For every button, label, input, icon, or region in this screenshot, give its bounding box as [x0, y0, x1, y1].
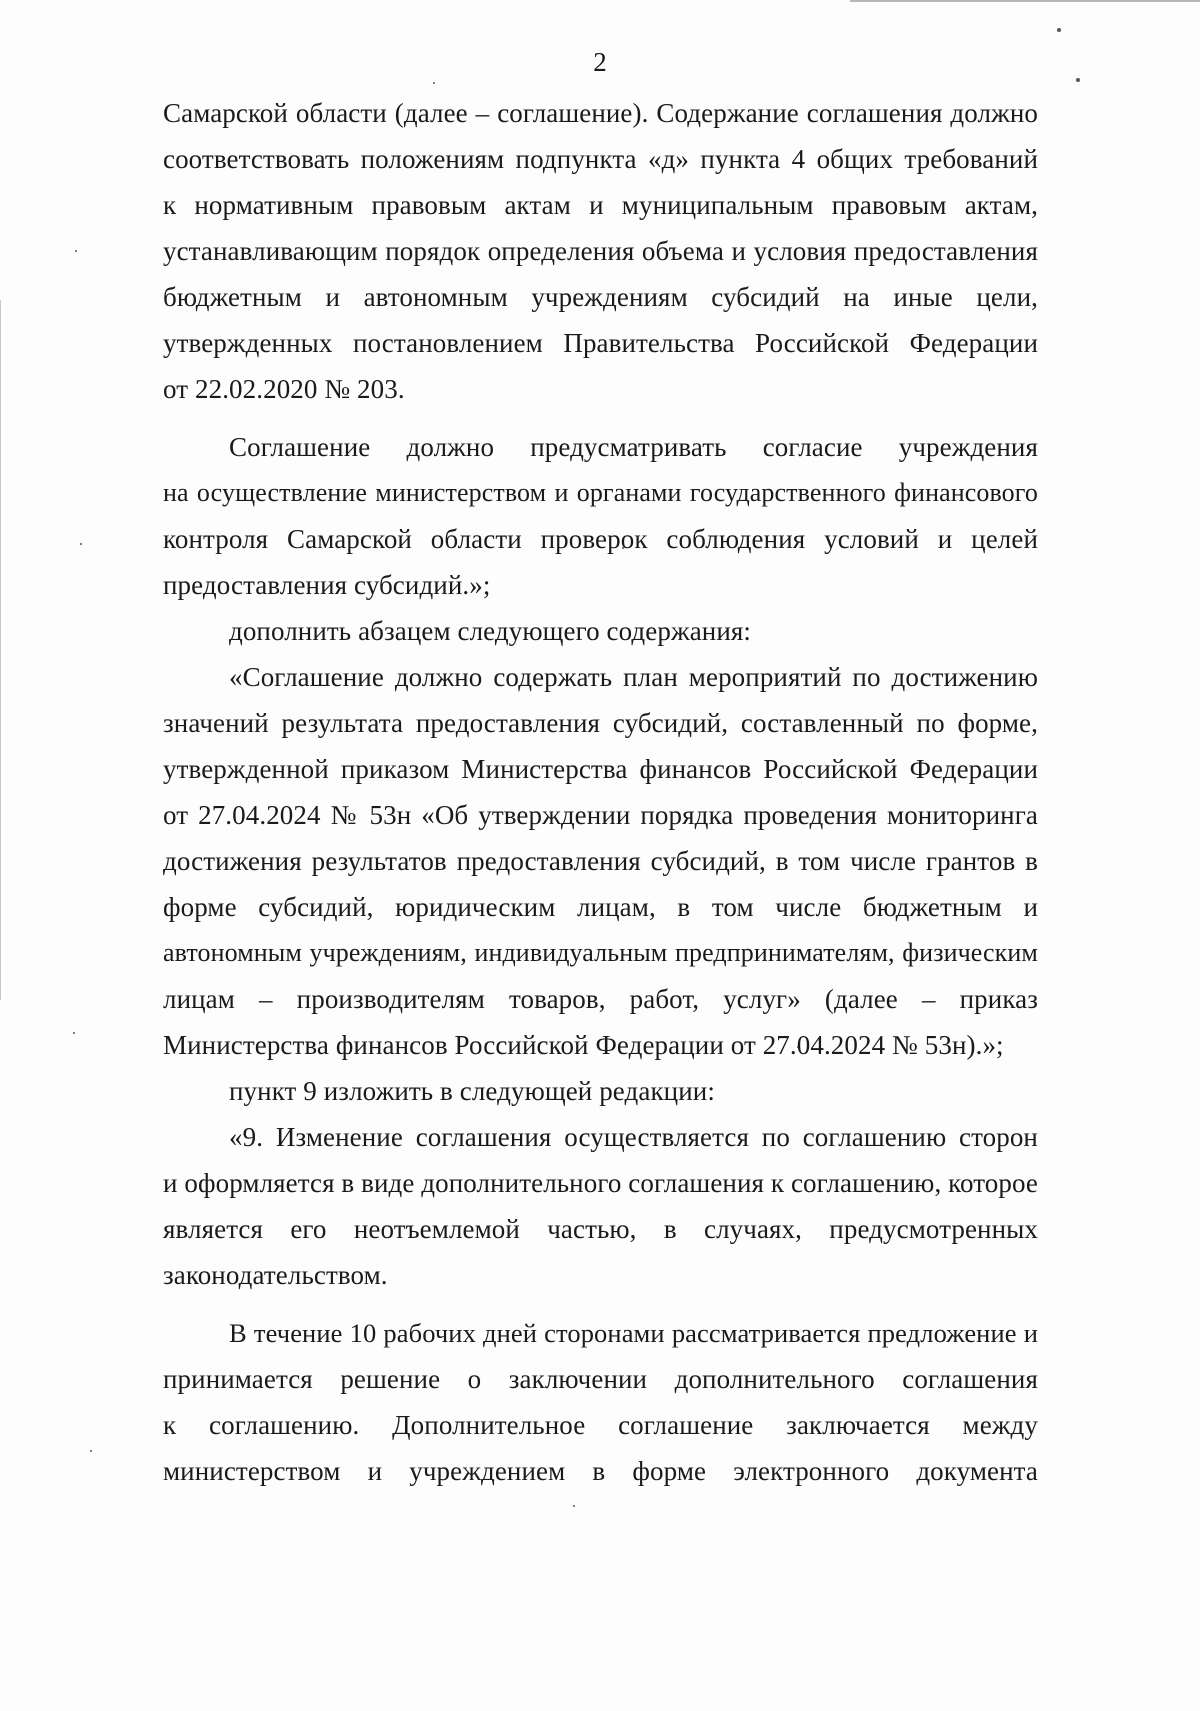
document-body — [163, 90, 1038, 1494]
text-line: бюджетным и автономным учреждениям субсидий на иные цели, — [163, 282, 1038, 312]
scan-top-edge — [850, 0, 1200, 2]
text-line: Министерства финансов Российской Федерации от 27.04.2024 № 53н).»; — [163, 1030, 1004, 1060]
text-line: от 22.02.2020 № 203. — [163, 374, 405, 404]
text-line: утвержденных постановлением Правительства Российской Федерации — [163, 328, 1038, 358]
text-line: предоставления субсидий.»; — [163, 570, 491, 600]
paragraph — [163, 1068, 1038, 1114]
paragraph — [163, 1114, 1038, 1298]
paragraph — [163, 608, 1038, 654]
scan-speck — [1057, 28, 1061, 32]
paragraph — [163, 654, 1038, 1068]
text-line: дополнить абзацем следующего содержания: — [229, 616, 752, 646]
text-line: «9. Изменение соглашения осуществляется по соглашению сторон — [229, 1122, 1038, 1152]
text-line: является его неотъемлемой частью, в случаях, предусмотренных — [163, 1214, 1038, 1244]
scan-speck — [1076, 78, 1080, 82]
scan-speck — [433, 82, 435, 84]
scan-speck — [75, 250, 77, 252]
text-line: к соглашению. Дополнительное соглашение заключается между — [163, 1410, 1038, 1440]
paragraph — [163, 424, 1038, 608]
text-line: законодательством. — [163, 1260, 388, 1290]
text-line: В течение 10 рабочих дней сторонами рассматривается предложение и — [229, 1318, 1038, 1348]
text-line: утвержденной приказом Министерства финансов Российской Федерации — [163, 754, 1038, 784]
text-line: лицам – производителям товаров, работ, услуг» (далее – приказ — [163, 984, 1038, 1014]
text-line: «Соглашение должно содержать план мероприятий по достижению — [229, 662, 1038, 692]
text-line: министерством и учреждением в форме электронного документа — [163, 1456, 1038, 1486]
text-line: форме субсидий, юридическим лицам, в том числе бюджетным и — [163, 892, 1038, 922]
text-line: достижения результатов предоставления субсидий, в том числе грантов в — [163, 846, 1038, 876]
text-line: Соглашение должно предусматривать согласие учреждения — [229, 432, 1038, 462]
paragraph — [163, 1310, 1038, 1494]
scan-left-edge — [0, 300, 1, 1000]
text-line: значений результата предоставления субсидий, составленный по форме, — [163, 708, 1038, 738]
text-line: пункт 9 изложить в следующей редакции: — [229, 1076, 715, 1106]
scan-speck — [90, 1450, 92, 1452]
scan-speck — [80, 543, 82, 545]
text-line: принимается решение о заключении дополнительного соглашения — [163, 1364, 1038, 1394]
scan-speck — [573, 1505, 575, 1507]
text-line: от 27.04.2024 № 53н «Об утверждении порядка проведения мониторинга — [163, 800, 1038, 830]
text-line: соответствовать положениям подпункта «д» пункта 4 общих требований — [163, 144, 1038, 174]
text-line: на осуществление министерством и органами государственного финансового — [163, 478, 1038, 507]
text-line: и оформляется в виде дополнительного соглашения к соглашению, которое — [163, 1168, 1038, 1198]
page-number: 2 — [593, 47, 607, 77]
text-line: автономным учреждениям, индивидуальным предпринимателям, физическим — [163, 938, 1038, 967]
text-line: Самарской области (далее – соглашение). Содержание соглашения должно — [163, 98, 1038, 128]
paragraph — [163, 90, 1038, 412]
scan-speck — [73, 1032, 75, 1034]
text-line: устанавливающим порядок определения объема и условия предоставления — [163, 236, 1038, 266]
text-line: контроля Самарской области проверок соблюдения условий и целей — [163, 524, 1038, 554]
text-line: к нормативным правовым актам и муниципальным правовым актам, — [163, 190, 1038, 220]
